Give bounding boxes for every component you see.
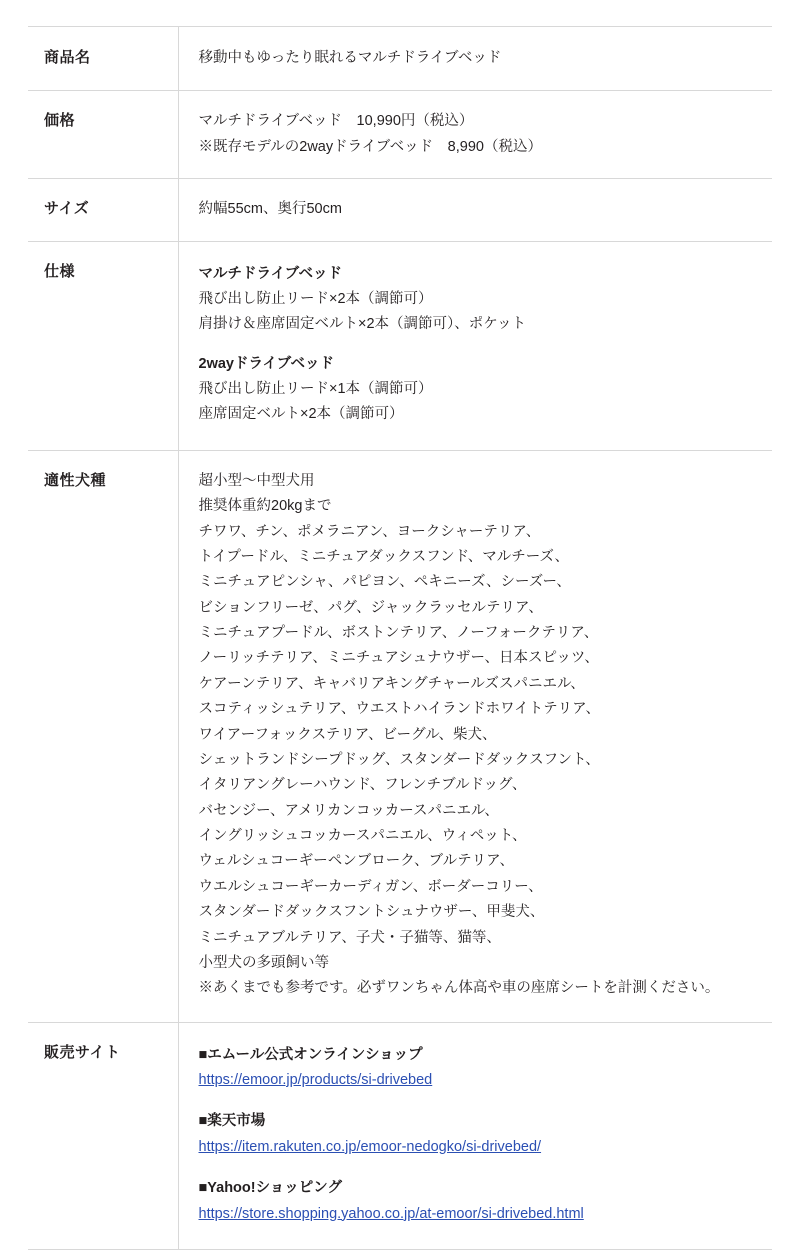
text-line: ウエルシュコーギーカーディガン、ボーダーコリー、: [198, 878, 543, 895]
text-line: ※既存モデルの2wayドライブベッド 8,990（税込）: [198, 138, 542, 155]
text-line: 移動中もゆったり眠れるマルチドライブベッド: [198, 50, 502, 66]
text-line: シェットランドシープドッグ、スタンダードダックスフント、: [198, 751, 600, 768]
row-label-size: サイズ: [44, 200, 90, 218]
product-spec-table: [28, 26, 772, 1250]
site-link-yahoo[interactable]: https://store.shopping.yahoo.co.jp/at-emoor/si-drivebed.html: [198, 1205, 584, 1222]
site-block-emoor: [199, 1043, 757, 1094]
table-row: [28, 27, 772, 91]
text-line: ミニチュアブルテリア、子犬・子猫等、猫等、: [198, 929, 501, 946]
text-line: ノーリッチテリア、ミニチュアシュナウザー、日本スピッツ、: [198, 650, 599, 667]
text-line: イタリアングレーハウンド、フレンチブルドッグ、: [198, 777, 527, 794]
text-line: ワイアーフォックステリア、ビーグル、柴犬、: [198, 726, 497, 743]
text-line: 飛び出し防止リード×2本（調節可）: [198, 290, 433, 307]
spacer-line: [199, 338, 757, 352]
row-label-product-name: 商品名: [44, 49, 91, 66]
row-value-suitable-breeds: [178, 450, 772, 1022]
row-value-sales-sites: [178, 1022, 772, 1249]
row-value-size: [178, 179, 772, 241]
site-block-rakuten: [199, 1109, 757, 1160]
text-line: ※あくまでも参考です。必ずワンちゃん体高や車の座席シートを計測ください。: [198, 980, 720, 997]
row-label-price: 価格: [44, 112, 76, 130]
site-heading: ■Yahoo!ショッピング: [198, 1180, 343, 1197]
site-link-rakuten[interactable]: https://item.rakuten.co.jp/emoor-nedogko/si-drivebed/: [198, 1138, 542, 1155]
table-row: [28, 1022, 772, 1249]
text-line: 小型犬の多頭飼い等: [198, 954, 329, 971]
site-heading: ■楽天市場: [198, 1113, 266, 1130]
text-line: ミニチュアプードル、ボストンテリア、ノーフォークテリア、: [198, 625, 599, 641]
text-line: ウェルシュコーギーペンブローク、ブルテリア、: [198, 853, 514, 870]
spec-table-body: [28, 27, 772, 1250]
table-row: [28, 91, 772, 179]
table-row: [28, 241, 772, 450]
text-line: トイプードル、ミニチュアダックスフンド、マルチーズ、: [198, 548, 569, 565]
text-line: 推奨体重約20kgまで: [198, 498, 332, 515]
table-row: [28, 450, 772, 1022]
text-line: スコティッシュテリア、ウエストハイランドホワイトテリア、: [198, 701, 601, 718]
text-line: 座席固定ベルト×2本（調節可）: [198, 406, 404, 423]
row-value-product-name: [178, 27, 772, 91]
site-block-yahoo: [199, 1176, 757, 1227]
text-line: ミニチュアピンシャ、パピヨン、ペキニーズ、シーズー、: [198, 574, 571, 591]
site-link-emoor[interactable]: https://emoor.jp/products/si-drivebed: [198, 1072, 433, 1088]
row-value-specification: [178, 241, 772, 450]
text-line: マルチドライブベッド: [198, 265, 343, 282]
text-line: マルチドライブベッド 10,990円（税込）: [198, 113, 474, 130]
text-line: 2wayドライブベッド: [198, 355, 335, 372]
row-label-sales-sites: 販売サイト: [44, 1043, 121, 1061]
text-line: 肩掛け＆座席固定ベルト×2本（調節可）、ポケット: [198, 316, 527, 333]
text-line: スタンダードダックスフントシュナウザー、甲斐犬、: [198, 904, 545, 921]
text-line: バセンジー、アメリカンコッカースパニエル、: [198, 802, 499, 819]
text-line: 超小型～中型犬用: [198, 472, 315, 489]
site-heading: ■エムール公式オンラインショップ: [198, 1046, 423, 1063]
row-value-price: [178, 91, 772, 179]
text-line: 飛び出し防止リード×1本（調節可）: [198, 381, 433, 397]
text-line: ビションフリーゼ、パグ、ジャックラッセルテリア、: [198, 599, 543, 616]
row-label-specification: 仕様: [44, 262, 76, 280]
text-line: ケアーンテリア、キャバリアキングチャールズスパニエル、: [198, 675, 585, 692]
row-label-suitable-breeds: 適性犬種: [44, 471, 107, 489]
text-line: イングリッシュコッカースパニエル、ウィペット、: [198, 828, 527, 844]
text-line: 約幅55cm、奥行50cm: [198, 201, 342, 218]
table-row: [28, 179, 772, 241]
text-line: チワワ、チン、ポメラニアン、ヨークシャーテリア、: [198, 523, 541, 540]
